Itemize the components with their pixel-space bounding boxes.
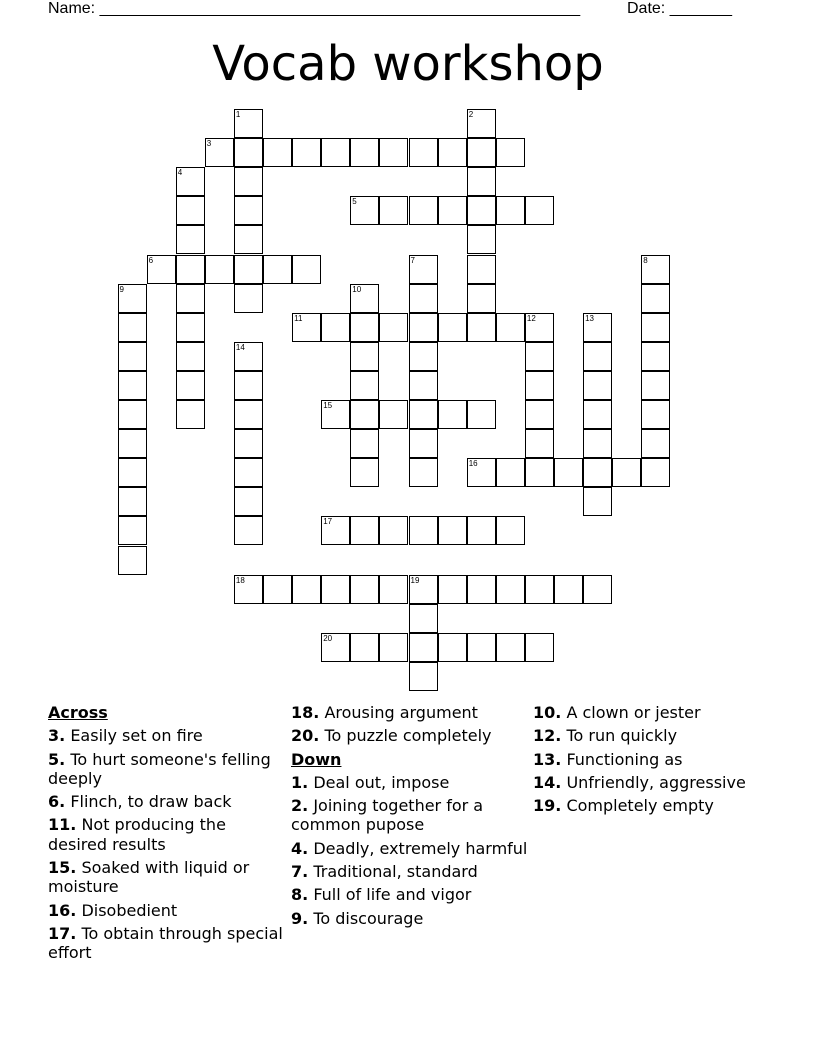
clue-number: 2 <box>468 110 474 119</box>
grid-cell[interactable] <box>467 516 496 545</box>
grid-cell[interactable] <box>292 575 321 604</box>
grid-cell[interactable] <box>350 371 379 400</box>
clues-column-3 <box>533 703 771 819</box>
down-heading: Down <box>291 749 342 769</box>
grid-cell[interactable] <box>379 633 408 662</box>
clue-across-18: 18. Arousing argument <box>291 703 478 722</box>
grid-cell[interactable] <box>496 458 525 487</box>
grid-cell[interactable] <box>379 400 408 429</box>
grid-cell[interactable] <box>525 633 554 662</box>
grid-cell[interactable] <box>409 400 438 429</box>
grid-cell[interactable] <box>176 313 205 342</box>
grid-cell[interactable] <box>467 633 496 662</box>
grid-cell[interactable] <box>234 575 263 604</box>
grid-cell[interactable] <box>583 458 612 487</box>
grid-cell[interactable] <box>583 487 612 516</box>
grid-cell[interactable] <box>641 400 670 429</box>
grid-cell[interactable] <box>118 487 147 516</box>
grid-cell[interactable] <box>234 516 263 545</box>
grid-cell[interactable] <box>350 342 379 371</box>
grid-cell[interactable] <box>176 196 205 225</box>
grid-cell[interactable] <box>350 400 379 429</box>
grid-cell[interactable] <box>234 109 263 138</box>
grid-cell[interactable] <box>467 284 496 313</box>
grid-cell[interactable] <box>234 458 263 487</box>
grid-cell[interactable] <box>321 400 350 429</box>
grid-cell[interactable] <box>379 138 408 167</box>
grid-cell[interactable] <box>350 575 379 604</box>
grid-cell[interactable] <box>467 400 496 429</box>
grid-cell[interactable] <box>118 429 147 458</box>
grid-cell[interactable] <box>379 196 408 225</box>
grid-cell[interactable] <box>525 313 554 342</box>
grid-cell[interactable] <box>321 313 350 342</box>
grid-cell[interactable] <box>350 429 379 458</box>
grid-cell[interactable] <box>234 487 263 516</box>
grid-cell[interactable] <box>612 458 641 487</box>
grid-cell[interactable] <box>409 516 438 545</box>
clue-number: 20 <box>323 633 333 643</box>
grid-cell[interactable] <box>234 167 263 196</box>
grid-cell[interactable] <box>234 400 263 429</box>
grid-cell[interactable] <box>496 516 525 545</box>
clue-across-16: 16. Disobedient <box>48 900 178 920</box>
grid-cell[interactable] <box>350 284 379 313</box>
grid-cell[interactable] <box>176 400 205 429</box>
grid-cell[interactable] <box>409 255 438 284</box>
clue-down-19: 19. Completely empty <box>533 796 714 816</box>
grid-cell[interactable] <box>379 313 408 342</box>
clue-number: 9 <box>119 284 124 294</box>
page-title: Vocab workshop <box>212 36 604 92</box>
grid-cell[interactable] <box>583 342 612 371</box>
grid-cell[interactable] <box>350 196 379 225</box>
grid-cell[interactable] <box>350 458 379 487</box>
grid-cell[interactable] <box>583 429 612 458</box>
date-line: Date: _______ <box>627 0 732 17</box>
grid-cell[interactable] <box>263 255 292 284</box>
clue-number: 11 <box>294 313 303 323</box>
clue-down-4: 4. Deadly, extremely harmful <box>291 838 528 858</box>
grid-cell[interactable] <box>234 371 263 400</box>
grid-cell[interactable] <box>176 371 205 400</box>
grid-cell[interactable] <box>641 284 670 313</box>
clue-across-20: 20. To puzzle completely <box>291 726 492 746</box>
grid-cell[interactable] <box>409 284 438 313</box>
grid-cell[interactable] <box>321 633 350 662</box>
clue-number: 14 <box>235 342 245 352</box>
grid-cell[interactable] <box>525 575 554 604</box>
grid-cell[interactable] <box>350 138 379 167</box>
grid-cell[interactable] <box>438 400 467 429</box>
grid-cell[interactable] <box>496 313 525 342</box>
grid-cell[interactable] <box>409 604 438 633</box>
grid-cell[interactable] <box>554 458 583 487</box>
clue-across-6: 6. Flinch, to draw back <box>48 792 232 812</box>
clue-number: 19 <box>410 575 420 585</box>
clue-number: 4 <box>177 168 183 178</box>
grid-cell[interactable] <box>234 138 263 167</box>
clue-number: 6 <box>148 255 154 265</box>
grid-cell[interactable] <box>409 371 438 400</box>
name-line: Name: ______________________________________________________ <box>48 0 581 17</box>
grid-cell[interactable] <box>234 196 263 225</box>
clue-down-1: 1. Deal out, impose <box>291 772 450 792</box>
grid-cell[interactable] <box>234 284 263 313</box>
clue-down-14: 14. Unfriendly, aggressive <box>533 772 746 792</box>
clue-number: 8 <box>643 255 648 265</box>
grid-cell[interactable] <box>118 546 147 575</box>
grid-cell[interactable] <box>467 196 496 225</box>
grid-cell[interactable] <box>379 575 408 604</box>
grid-cell[interactable] <box>350 633 379 662</box>
grid-cell[interactable] <box>467 167 496 196</box>
grid-cell[interactable] <box>525 429 554 458</box>
grid-cell[interactable] <box>263 138 292 167</box>
grid-cell[interactable] <box>409 429 438 458</box>
grid-cell[interactable] <box>467 109 496 138</box>
clue-number: 18 <box>235 575 245 585</box>
clue-across-15: 15. Soaked with liquid or moisture <box>48 858 250 897</box>
grid-cell[interactable] <box>118 342 147 371</box>
grid-cell[interactable] <box>350 516 379 545</box>
grid-cell[interactable] <box>118 371 147 400</box>
grid-cell[interactable] <box>292 313 321 342</box>
grid-cell[interactable] <box>409 138 438 167</box>
grid-cell[interactable] <box>641 313 670 342</box>
grid-cell[interactable] <box>438 575 467 604</box>
grid-cell[interactable] <box>409 342 438 371</box>
grid-cell[interactable] <box>176 342 205 371</box>
grid-cell[interactable] <box>496 138 525 167</box>
grid-cell[interactable] <box>409 633 438 662</box>
clue-down-9: 9. To discourage <box>291 908 424 928</box>
grid-cell[interactable] <box>409 575 438 604</box>
grid-cell[interactable] <box>234 225 263 254</box>
grid-cell[interactable] <box>409 662 438 691</box>
grid-cell[interactable] <box>525 196 554 225</box>
clue-number: 15 <box>323 401 333 410</box>
grid-cell[interactable] <box>583 400 612 429</box>
grid-cell[interactable] <box>205 138 234 167</box>
grid-cell[interactable] <box>438 196 467 225</box>
grid-cell[interactable] <box>118 516 147 545</box>
grid-cell[interactable] <box>438 313 467 342</box>
grid-cell[interactable] <box>438 633 467 662</box>
clue-number: 17 <box>323 517 333 527</box>
across-heading: Across <box>48 703 108 722</box>
grid-cell[interactable] <box>176 167 205 196</box>
grid-cell[interactable] <box>496 633 525 662</box>
grid-cell[interactable] <box>525 371 554 400</box>
grid-cell[interactable] <box>409 458 438 487</box>
clues-column-1 <box>48 703 286 967</box>
clue-number: 7 <box>410 255 415 265</box>
grid-cell[interactable] <box>641 342 670 371</box>
grid-cell[interactable] <box>118 284 147 313</box>
grid-cell[interactable] <box>496 196 525 225</box>
grid-cell[interactable] <box>321 516 350 545</box>
clue-down-8: 8. Full of life and vigor <box>291 885 472 905</box>
grid-cell[interactable] <box>118 458 147 487</box>
grid-cell[interactable] <box>554 575 583 604</box>
clue-across-3: 3. Easily set on fire <box>48 726 203 746</box>
grid-cell[interactable] <box>234 429 263 458</box>
grid-cell[interactable] <box>525 458 554 487</box>
grid-cell[interactable] <box>525 400 554 429</box>
clue-number: 10 <box>352 284 362 294</box>
clue-number: 16 <box>468 459 478 469</box>
clue-number: 1 <box>235 110 241 119</box>
grid-cell[interactable] <box>263 575 292 604</box>
grid-cell[interactable] <box>467 225 496 254</box>
grid-cell[interactable] <box>292 138 321 167</box>
grid-cell[interactable] <box>467 313 496 342</box>
grid-cell[interactable] <box>292 255 321 284</box>
grid-cell[interactable] <box>321 575 350 604</box>
clue-down-7: 7. Traditional, standard <box>291 862 478 882</box>
grid-cell[interactable] <box>467 458 496 487</box>
grid-cell[interactable] <box>409 196 438 225</box>
grid-cell[interactable] <box>641 429 670 458</box>
grid-cell[interactable] <box>467 138 496 167</box>
clue-across-11: 11. Not producing the desired results <box>48 815 226 854</box>
grid-cell[interactable] <box>234 255 263 284</box>
grid-cell[interactable] <box>583 371 612 400</box>
clue-across-17: 17. To obtain through special effort <box>48 923 283 963</box>
grid-cell[interactable] <box>438 138 467 167</box>
grid-cell[interactable] <box>379 516 408 545</box>
grid-cell[interactable] <box>176 284 205 313</box>
grid-cell[interactable] <box>147 255 176 284</box>
grid-cell[interactable] <box>234 342 263 371</box>
grid-cell[interactable] <box>176 225 205 254</box>
clue-down-10: 10. A clown or jester <box>533 703 701 722</box>
clue-across-5: 5. To hurt someone's felling deeply <box>48 749 271 788</box>
grid-cell[interactable] <box>641 458 670 487</box>
grid-cell[interactable] <box>176 255 205 284</box>
clue-number: 3 <box>206 139 212 149</box>
grid-cell[interactable] <box>118 313 147 342</box>
clue-down-2: 2. Joining together for a common pupose <box>291 796 484 835</box>
grid-cell[interactable] <box>583 313 612 342</box>
grid-cell[interactable] <box>641 255 670 284</box>
grid-cell[interactable] <box>583 575 612 604</box>
clue-down-12: 12. To run quickly <box>533 726 678 746</box>
grid-cell[interactable] <box>205 255 234 284</box>
grid-cell[interactable] <box>467 575 496 604</box>
grid-cell[interactable] <box>467 255 496 284</box>
grid-cell[interactable] <box>525 342 554 371</box>
grid-cell[interactable] <box>118 400 147 429</box>
grid-cell[interactable] <box>641 371 670 400</box>
grid-cell[interactable] <box>438 516 467 545</box>
grid-cell[interactable] <box>409 313 438 342</box>
grid-cell[interactable] <box>350 313 379 342</box>
clues-column-2 <box>291 703 529 932</box>
clue-number: 13 <box>585 313 594 323</box>
clue-number: 12 <box>526 313 536 323</box>
grid-cell[interactable] <box>496 575 525 604</box>
grid-cell[interactable] <box>321 138 350 167</box>
clue-number: 5 <box>352 197 357 207</box>
clue-down-13: 13. Functioning as <box>533 749 683 769</box>
